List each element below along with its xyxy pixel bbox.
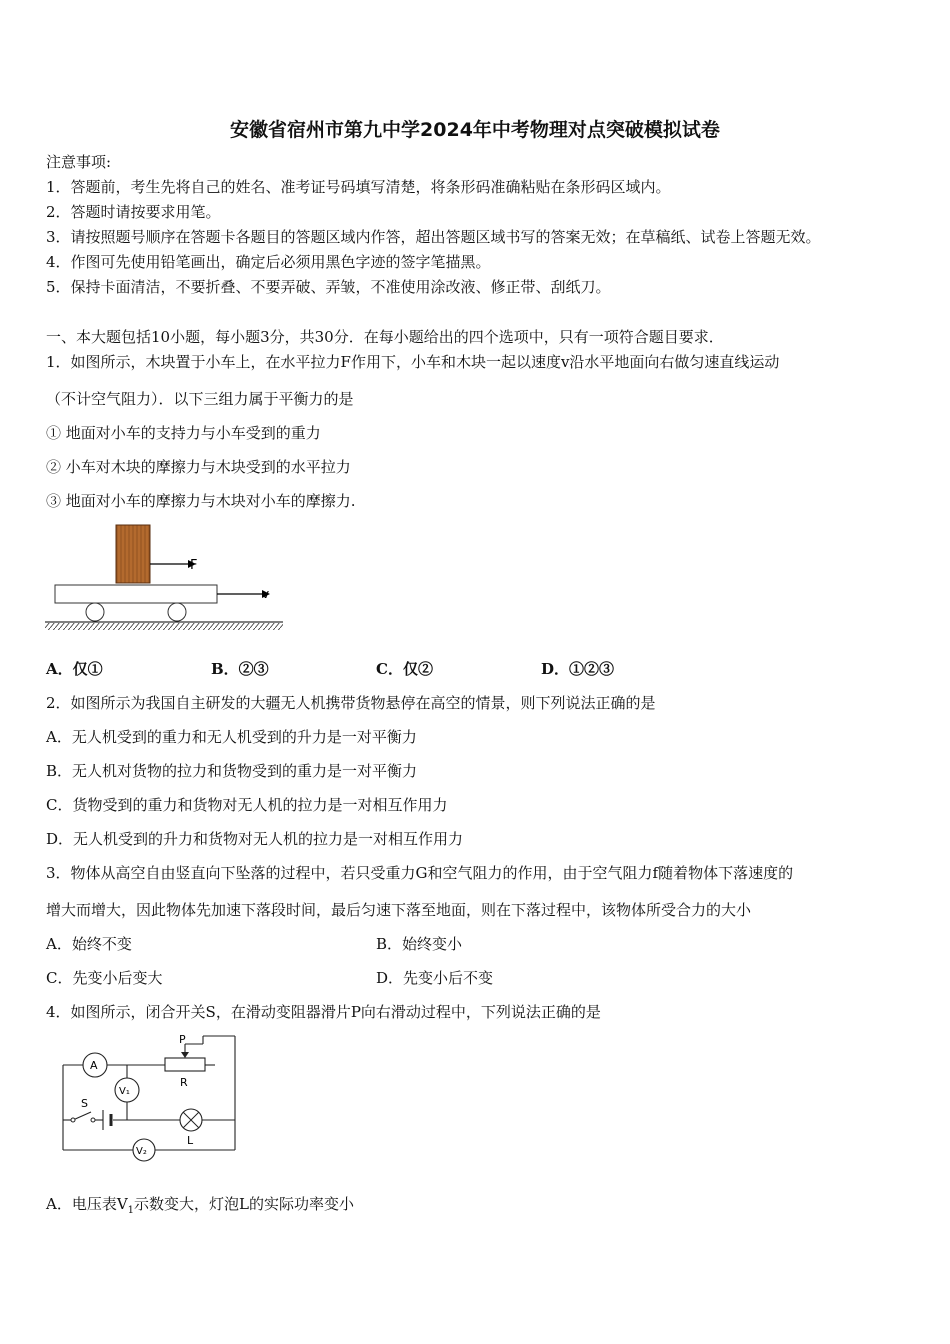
slider-p-label: P <box>179 1033 186 1046</box>
section-1-heading: 一、本大题包括10小题，每小题3分，共30分．在每小题给出的四个选项中，只有一项符合题目要求． <box>46 328 724 346</box>
q1-statement-2: ② 小车对木块的摩擦力与木块受到的水平拉力 <box>46 458 351 476</box>
q3-stem-line2: 增大而增大，因此物体先加速下落段时间，最后匀速下落至地面，则在下落过程中，该物体所受合力的大小 <box>46 901 752 919</box>
cart-body <box>55 585 217 603</box>
notice-item-1: 1．答题前，考生先将自己的姓名、准考证号码填写清楚，将条形码准确粘贴在条形码区域内。 <box>46 178 671 196</box>
q1-cart-figure <box>40 520 290 635</box>
velocity-v-label: v <box>262 587 270 601</box>
switch-s-label: S <box>81 1097 88 1110</box>
q1-option-d: D．①②③ <box>541 660 615 678</box>
q1-option-a: A．仅① <box>46 660 103 678</box>
q4-option-a-sub: 1 <box>127 1205 135 1216</box>
notice-item-2: 2．答题时请按要求用笔。 <box>46 203 221 221</box>
q1-option-c: C．仅② <box>376 660 433 678</box>
q3-option-b: B．始终变小 <box>376 935 463 953</box>
q2-stem: 2．如图所示为我国自主研发的大疆无人机携带货物悬停在高空的情景，则下列说法正确的是 <box>46 694 656 712</box>
voltmeter-v1-label: V₁ <box>119 1086 130 1097</box>
lamp-l-label: L <box>187 1134 194 1147</box>
page-title: 安徽省宿州市第九中学2024年中考物理对点突破模拟试卷 <box>230 119 720 141</box>
q4-circuit-figure <box>55 1030 250 1170</box>
notice-item-5: 5．保持卡面清洁，不要折叠、不要弄破、弄皱，不准使用涂改液、修正带、刮纸刀。 <box>46 278 611 296</box>
voltmeter-v2-label: V₂ <box>136 1146 147 1157</box>
ammeter-label: A <box>90 1059 98 1072</box>
q4-stem: 4．如图所示，闭合开关S，在滑动变阻器滑片P向右滑动过程中，下列说法正确的是 <box>46 1003 601 1021</box>
wood-block <box>116 525 150 583</box>
ground-hatch <box>45 623 283 630</box>
notice-heading: 注意事项: <box>46 153 112 171</box>
q1-statement-3: ③ 地面对小车的摩擦力与木块对小车的摩擦力. <box>46 492 356 510</box>
rheostat-r-label: R <box>180 1076 188 1089</box>
q2-option-c: C．货物受到的重力和货物对无人机的拉力是一对相互作用力 <box>46 796 448 814</box>
q3-option-d: D．先变小后不变 <box>376 969 494 987</box>
cart-wheel-left <box>86 603 104 621</box>
q1-stem-line1: 1．如图所示，木块置于小车上，在水平拉力F作用下，小车和木块一起以速度v沿水平地面向右做匀速直线运动 <box>46 353 780 371</box>
q4-option-a <box>46 1194 354 1221</box>
q1-stem-line2: （不计空气阻力）．以下三组力属于平衡力的是 <box>46 390 354 408</box>
rheostat-r <box>165 1058 205 1071</box>
q1-option-b: B．②③ <box>211 660 269 678</box>
q2-option-d: D．无人机受到的升力和货物对无人机的拉力是一对相互作用力 <box>46 830 464 848</box>
q2-option-a: A．无人机受到的重力和无人机受到的升力是一对平衡力 <box>46 728 417 746</box>
notice-item-4: 4．作图可先使用铅笔画出，确定后必须用黑色字迹的签字笔描黑。 <box>46 253 491 271</box>
q3-stem-line1: 3．物体从高空自由竖直向下坠落的过程中，若只受重力G和空气阻力的作用，由于空气阻力f随着物体下落速度的 <box>46 864 794 882</box>
q1-statement-1: ① 地面对小车的支持力与小车受到的重力 <box>46 424 321 442</box>
q4-option-a-post: 示数变大，灯泡L的实际功率变小 <box>134 1195 355 1213</box>
q3-option-c: C．先变小后变大 <box>46 969 163 987</box>
q3-option-a: A．始终不变 <box>46 935 132 953</box>
cart-wheel-right <box>168 603 186 621</box>
force-f-label: F <box>190 558 198 573</box>
q2-option-b: B．无人机对货物的拉力和货物受到的重力是一对平衡力 <box>46 762 418 780</box>
q4-option-a-pre: A．电压表V <box>46 1195 128 1213</box>
notice-item-3: 3．请按照题号顺序在答题卡各题目的答题区域内作答，超出答题区域书写的答案无效；在草稿纸、试卷上答题无效。 <box>46 228 821 246</box>
